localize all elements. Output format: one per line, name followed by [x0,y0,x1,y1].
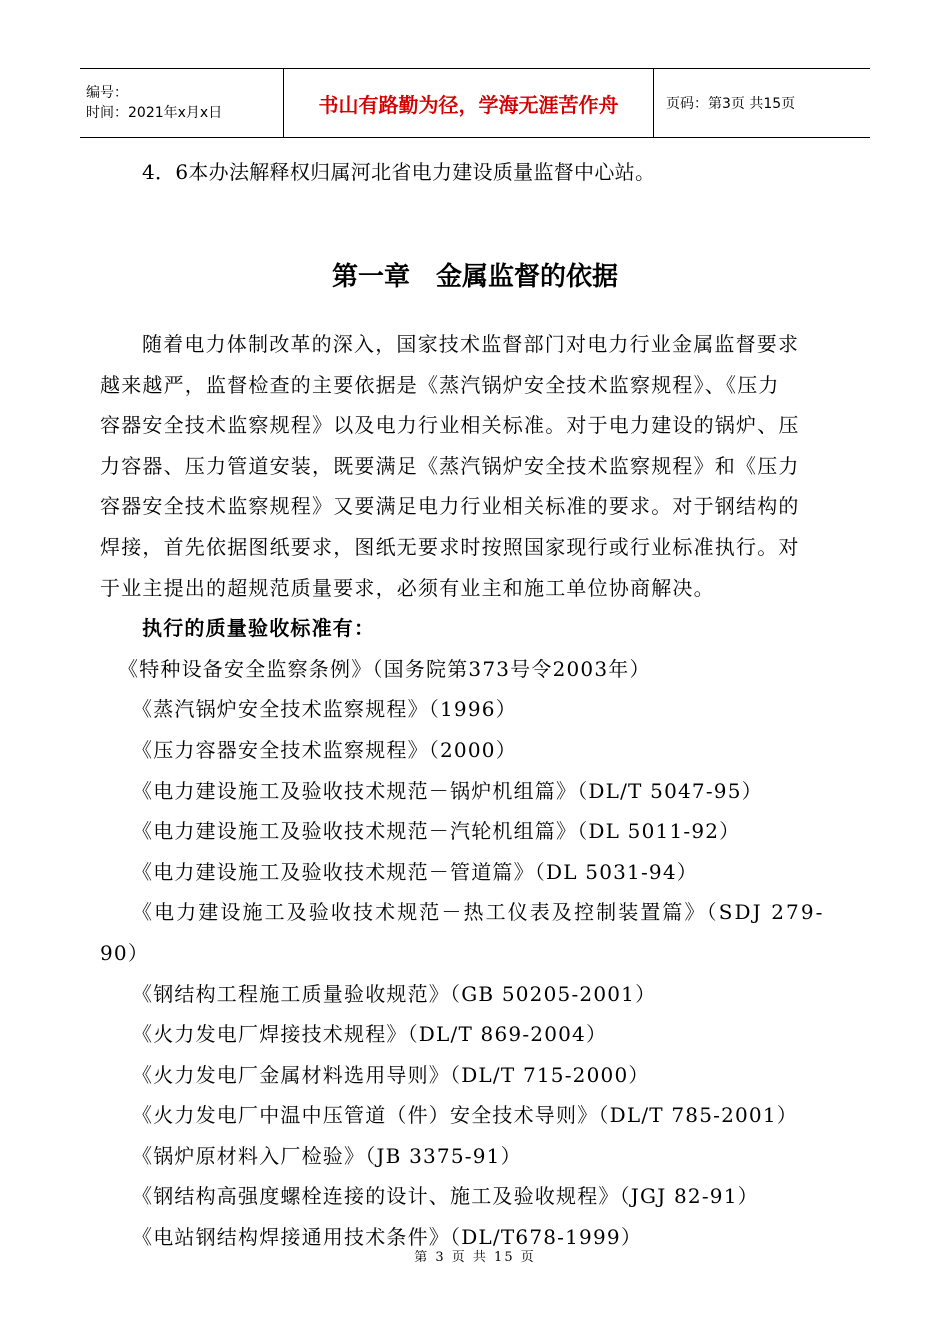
standard-item: 《电力建设施工及验收技术规范－汽轮机组篇》（DL 5011-92） [132,819,741,844]
header-motto: 书山有路勤为径，学海无涯苦作舟 [318,92,619,117]
standard-item: 《电力建设施工及验收技术规范－锅炉机组篇》（DL/T 5047-95） [132,778,763,803]
paragraph-line: 焊接，首先依据图纸要求，图纸无要求时按照国家现行或行业标准执行。对 [100,534,800,559]
paragraph-line: 容器安全技术监察规程》以及电力行业相关标准。对于电力建设的锅炉、压 [100,413,800,438]
standards-heading: 执行的质量验收标准有： [142,616,376,641]
standard-item: 《电站钢结构焊接通用技术条件》（DL/T678-1999） [132,1225,643,1250]
paragraph-line: 容器安全技术监察规程》又要满足电力行业相关标准的要求。对于钢结构的 [100,494,800,519]
standard-item: 《蒸汽锅炉安全技术监察规程》（1996） [132,697,517,722]
header-page-info: 页码：第3页 共15页 [666,96,796,112]
standard-item: 《特种设备安全监察条例》（国务院第373号令2003年） [118,656,651,681]
standard-item: 《火力发电厂金属材料选用导则》（DL/T 715-2000） [132,1062,650,1087]
chapter-body [100,324,852,1258]
standard-item: 《火力发电厂焊接技术规程》（DL/T 869-2004） [132,1022,608,1047]
page-footer: 第 3 页 共 15 页 [414,1250,536,1265]
header-motto-cell [283,69,654,137]
paragraph-line: 越来越严，监督检查的主要依据是《蒸汽锅炉安全技术监察规程》、《压力 [100,372,780,397]
document-time: 时间：2021年x月x日 [86,105,223,121]
standard-item: 《火力发电厂中温中压管道（件）安全技术导则》（DL/T 785-2001） [132,1103,798,1128]
chapter-title: 第一章 金属监督的依据 [331,262,618,292]
section-4-6-block [100,140,852,193]
document-number-label: 编号： [86,85,128,101]
standard-item: 《锅炉原材料入厂检验》（JB 3375-91） [132,1143,522,1168]
paragraph-line: 于业主提出的超规范质量要求，必须有业主和施工单位协商解决。 [100,575,715,600]
header-meta [80,69,283,137]
section-4-6-text: 4．6本办法解释权归属河北省电力建设质量监督中心站。 [142,160,656,184]
paragraph-line: 随着电力体制改革的深入，国家技术监督部门对电力行业金属监督要求 [142,332,800,356]
standard-item: 《钢结构高强度螺栓连接的设计、施工及验收规程》（JGJ 82-91） [132,1184,759,1209]
standard-item: 《钢结构工程施工质量验收规范》（GB 50205-2001） [132,981,657,1006]
paragraph-line: 力容器、压力管道安装，既要满足《蒸汽锅炉安全技术监察规程》和《压力 [100,453,800,478]
standard-item: 《电力建设施工及验收技术规范－管道篇》（DL 5031-94） [132,859,698,884]
page-header [80,68,870,138]
standard-item: 《压力容器安全技术监察规程》（2000） [132,737,517,762]
standard-item-continuation: 90） [100,940,150,965]
standard-item: 《电力建设施工及验收技术规范－热工仪表及控制装置篇》（SDJ 279- [132,900,825,925]
